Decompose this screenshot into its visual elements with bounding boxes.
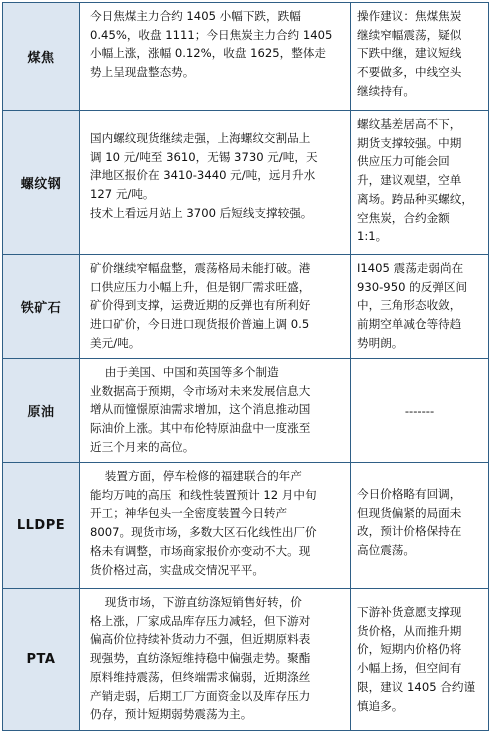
commodity-name: 铁矿石 — [3, 255, 80, 359]
commodity-name: PTA — [3, 589, 80, 731]
market-commentary: 国内螺纹现货继续走强，上海螺纹交割品上 调 10 元/吨至 3610，无锡 3730 元/吨，天 津地区报价在 3410-3440 元/吨，远月升水 127 元/吨。 技术上看远月站上 3700 后短线支撑较强。 — [90, 131, 318, 220]
table-row — [3, 359, 489, 463]
trading-advice: I1405 震荡走弱尚在 930-950 的反弹区间 中，三角形态收敛， 前期空单减仓等待趋 势明朗。 — [357, 261, 468, 350]
trading-advice: ------- — [404, 403, 435, 418]
trading-advice: 操作建议：焦煤焦炭 继续窄幅震荡，疑似 下跌中继，建议短线 不要做多，中线空头 继续持有。 — [357, 9, 462, 98]
market-commentary: 由于美国、中国和英国等多个制造 业数据高于预期，令市场对未来发展信息大 增从而憧憬原油需求增加，这个消息推动国 际油价上涨。其中布伦特原油盘中一度涨至 近三个月来的高位。 — [90, 365, 311, 454]
trading-advice: 螺纹基差居高不下， 期货支撑较强。中期 供应压力可能会回 升，建议观望，空单 离场。跨品种买螺纹， 空焦炭，合约金额 1:1。 — [357, 117, 473, 244]
table-row — [3, 463, 489, 589]
commodity-analysis-table — [2, 2, 489, 731]
commodity-name: 原油 — [3, 359, 80, 463]
trading-advice: 今日价格略有回调， 但现货偏紧的局面未 改，预计价格保持在 高位震荡。 — [357, 487, 462, 558]
commodity-name: 螺纹钢 — [3, 111, 80, 255]
market-commentary: 现货市场，下游直纺涤短销售好转，价 格上涨，厂家成品库存压力减轻，但下游对 偏高价位持续补货动力不强，但近期原料表 现强势，直纺涤短维持稳中偏强走势。聚酯 原料维持震荡，但终端需求偏弱，近期涤丝 产销走弱，后期工厂方面资金以及库存压力 仍存，预计短期弱势震荡为主。 — [90, 595, 311, 722]
market-commentary: 装置方面，停车检修的福建联合的年产 能均万吨的高压 和线性装置预计 12 月中旬 开工；神华包头一全密度装置今日转产 8007。现货市场，多数大区石化线性出厂价 格未有调整，市场商家报价亦变动不大。现 货价格过高，实盘成交情况平平。 — [90, 469, 317, 577]
market-commentary: 今日焦煤主力合约 1405 小幅下跌，跌幅 0.45%，收盘 1111；今日焦炭主力合约 1405 小幅上涨，涨幅 0.12%，收盘 1625，整体走 势上呈现盘整态势。 — [90, 9, 333, 80]
commodity-name: 煤焦 — [3, 3, 80, 111]
table-row — [3, 255, 489, 359]
market-commentary: 矿价继续窄幅盘整，震荡格局未能打破。港 口供应压力小幅上升，但是钢厂需求旺盛， 矿价得到支撑，运费近期的反弹也有所利好 进口矿价，今日进口现货报价普遍上调 0.5 美元/吨。 — [90, 261, 311, 350]
table-row — [3, 111, 489, 255]
trading-advice: 下游补货意愿支撑现 货价格，从而推升期 价，短期内价格仍将 小幅上扬，但空间有 限，建议 1405 合约谨 慎追多。 — [357, 605, 476, 713]
table-row — [3, 589, 489, 731]
commodity-name: LLDPE — [3, 463, 80, 589]
table-row — [3, 3, 489, 111]
